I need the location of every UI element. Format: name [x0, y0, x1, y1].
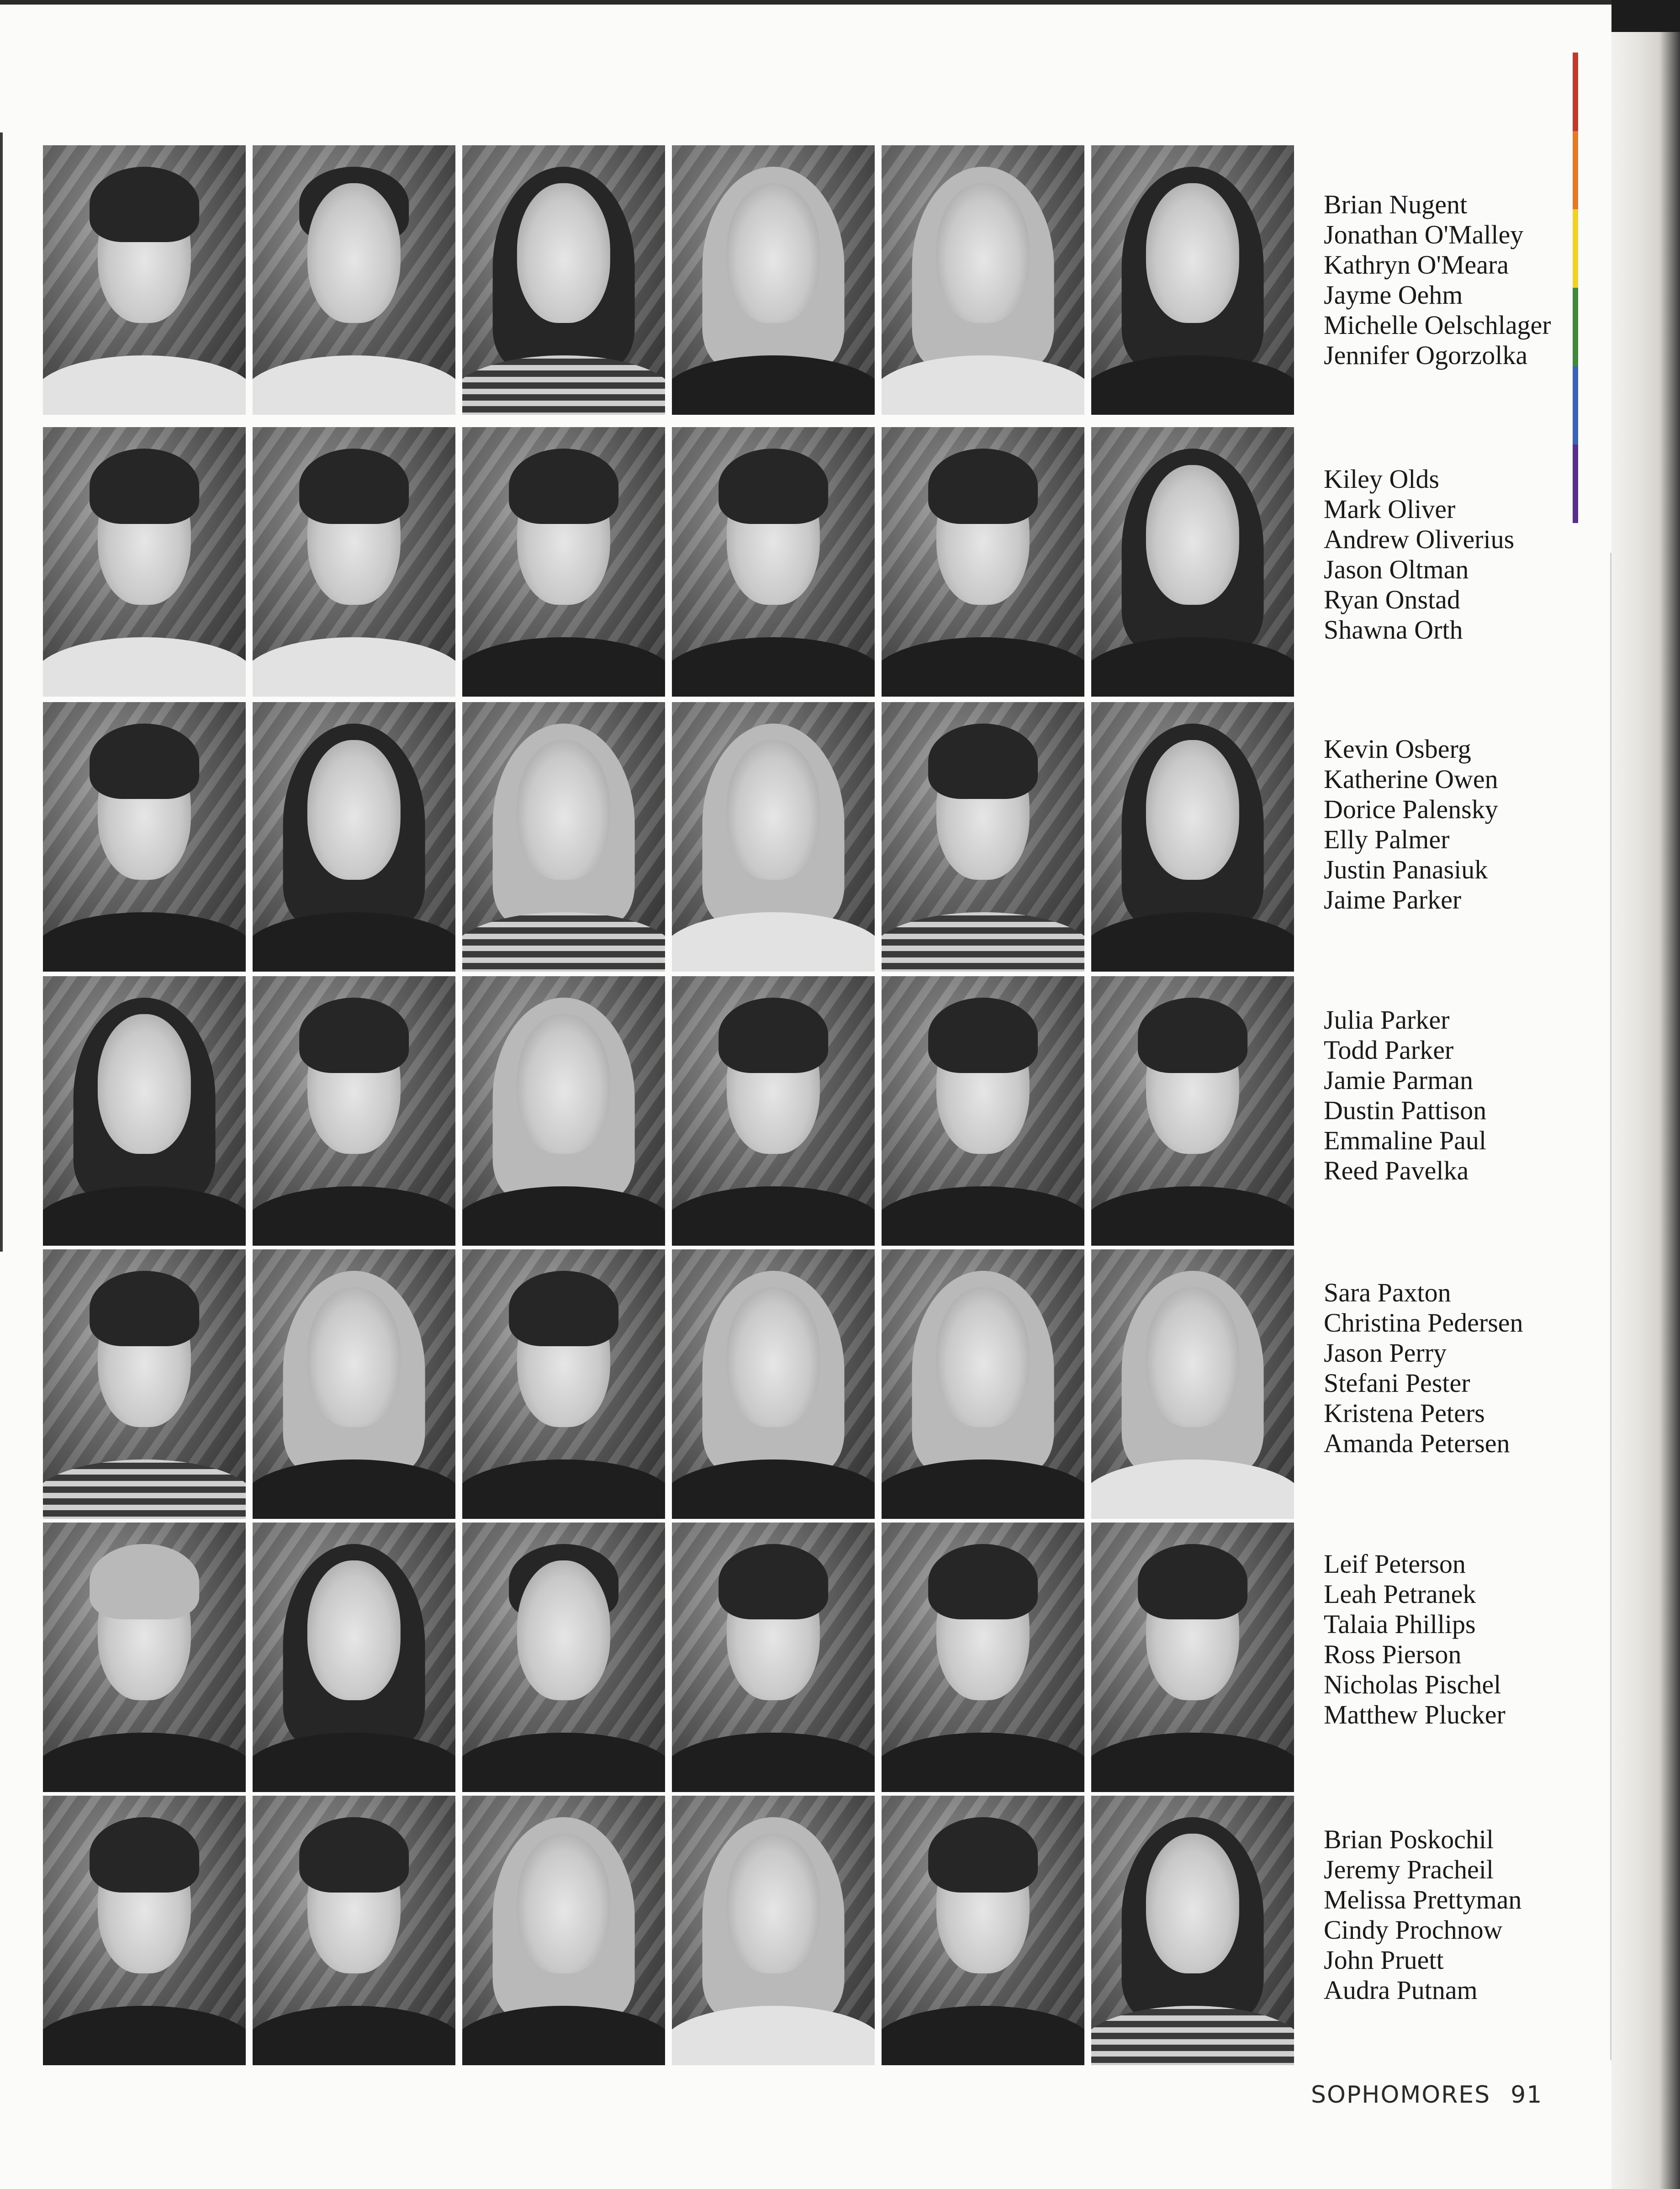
portrait-photo — [1091, 1523, 1294, 1792]
student-name: Talaia Phillips — [1324, 1609, 1476, 1639]
name-list-row-2 — [1324, 464, 1580, 645]
color-tab-segment — [1573, 53, 1578, 131]
scan-edge-left — [0, 132, 3, 1252]
student-name: Dustin Pattison — [1324, 1095, 1487, 1125]
student-name: Kiley Olds — [1324, 464, 1439, 494]
portrait-photo — [1091, 1249, 1294, 1519]
student-name: Sara Paxton — [1324, 1278, 1451, 1307]
portrait-photo — [882, 145, 1084, 415]
portrait-photo — [672, 702, 875, 972]
student-name: Andrew Oliverius — [1324, 524, 1515, 554]
portrait-photo — [462, 145, 665, 415]
student-name: Michelle Oelschlager — [1324, 310, 1551, 340]
student-name: John Pruett — [1324, 1945, 1444, 1975]
student-name: Jayme Oehm — [1324, 280, 1463, 310]
portrait-photo — [672, 427, 875, 697]
student-name: Mark Oliver — [1324, 494, 1456, 524]
student-name: Matthew Plucker — [1324, 1700, 1506, 1729]
student-name: Melissa Prettyman — [1324, 1885, 1522, 1914]
name-list-row-6 — [1324, 1549, 1580, 1730]
student-name: Jason Oltman — [1324, 555, 1469, 584]
portrait-photo — [1091, 427, 1294, 697]
student-name: Emmaline Paul — [1324, 1126, 1486, 1155]
student-name: Elly Palmer — [1324, 825, 1450, 854]
portrait-photo — [672, 145, 875, 415]
portrait-photo — [672, 1249, 875, 1519]
name-list-row-5 — [1324, 1278, 1580, 1459]
portrait-photo — [462, 1796, 665, 2065]
page-number: 91 — [1511, 2081, 1543, 2109]
student-name: Kathryn O'Meara — [1324, 250, 1509, 280]
student-name: Nicholas Pischel — [1324, 1670, 1501, 1699]
student-name: Amanda Petersen — [1324, 1428, 1510, 1458]
portrait-photo — [672, 1796, 875, 2065]
scan-edge-right — [1611, 0, 1680, 2189]
portrait-photo — [43, 976, 246, 1246]
portrait-photo — [882, 1796, 1084, 2065]
student-name: Jaime Parker — [1324, 885, 1462, 915]
portrait-photo — [462, 976, 665, 1246]
portrait-photo — [43, 1249, 246, 1519]
photo-row-1 — [43, 145, 1294, 415]
student-name: Cindy Prochnow — [1324, 1915, 1503, 1945]
portrait-photo — [1091, 702, 1294, 972]
student-name: Jennifer Ogorzolka — [1324, 340, 1528, 370]
portrait-photo — [672, 1523, 875, 1792]
name-list-row-3 — [1324, 734, 1580, 915]
student-name: Katherine Owen — [1324, 764, 1498, 794]
portrait-photo — [882, 976, 1084, 1246]
name-list-row-1 — [1324, 190, 1580, 370]
student-name: Jamie Parman — [1324, 1065, 1473, 1095]
portrait-photo — [462, 702, 665, 972]
student-name: Ross Pierson — [1324, 1639, 1462, 1669]
student-name: Audra Putnam — [1324, 1975, 1478, 2005]
photo-row-7 — [43, 1796, 1294, 2065]
photo-row-3 — [43, 702, 1294, 972]
student-name: Reed Pavelka — [1324, 1156, 1469, 1185]
portrait-photo — [1091, 976, 1294, 1246]
student-name: Jason Perry — [1324, 1338, 1447, 1368]
section-title: SOPHOMORES — [1311, 2081, 1491, 2109]
portrait-photo — [253, 1523, 455, 1792]
portrait-photo — [1091, 1796, 1294, 2065]
photo-row-5 — [43, 1249, 1294, 1519]
scan-edge-top — [0, 0, 1626, 5]
student-name: Dorice Palensky — [1324, 794, 1498, 824]
portrait-photo — [1091, 145, 1294, 415]
portrait-photo — [43, 1523, 246, 1792]
student-name: Jonathan O'Malley — [1324, 220, 1524, 249]
portrait-photo — [882, 427, 1084, 697]
name-list-row-7 — [1324, 1824, 1580, 2005]
portrait-photo — [462, 1523, 665, 1792]
student-name: Shawna Orth — [1324, 615, 1463, 645]
photo-row-2 — [43, 427, 1294, 697]
student-name: Julia Parker — [1324, 1005, 1450, 1035]
page-footer — [1311, 2081, 1543, 2109]
student-name: Stefani Pester — [1324, 1368, 1470, 1398]
portrait-photo — [253, 1796, 455, 2065]
scan-corner-right — [1611, 0, 1680, 32]
student-name: Ryan Onstad — [1324, 585, 1460, 614]
portrait-photo — [462, 1249, 665, 1519]
photo-row-4 — [43, 976, 1294, 1246]
color-tab-segment — [1573, 366, 1578, 445]
portrait-photo — [672, 976, 875, 1246]
portrait-photo — [43, 427, 246, 697]
portrait-photo — [253, 427, 455, 697]
student-name: Leif Peterson — [1324, 1549, 1466, 1579]
student-name: Christina Pedersen — [1324, 1308, 1523, 1338]
portrait-photo — [253, 145, 455, 415]
student-name: Kristena Peters — [1324, 1398, 1485, 1428]
photo-row-6 — [43, 1523, 1294, 1792]
portrait-photo — [43, 1796, 246, 2065]
portrait-photo — [253, 702, 455, 972]
portrait-photo — [43, 145, 246, 415]
portrait-photo — [882, 1249, 1084, 1519]
portrait-photo — [43, 702, 246, 972]
student-name: Todd Parker — [1324, 1035, 1454, 1065]
portrait-photo — [253, 1249, 455, 1519]
student-name: Justin Panasiuk — [1324, 855, 1488, 884]
student-name: Leah Petranek — [1324, 1579, 1476, 1609]
page-edge-line — [1610, 553, 1611, 2060]
portrait-photo — [882, 702, 1084, 972]
portrait-photo — [882, 1523, 1084, 1792]
student-name: Jeremy Pracheil — [1324, 1855, 1494, 1884]
student-name: Brian Nugent — [1324, 190, 1468, 219]
student-name: Brian Poskochil — [1324, 1824, 1494, 1854]
name-list-row-4 — [1324, 1005, 1580, 1186]
portrait-photo — [462, 427, 665, 697]
portrait-photo — [253, 976, 455, 1246]
student-name: Kevin Osberg — [1324, 734, 1471, 764]
